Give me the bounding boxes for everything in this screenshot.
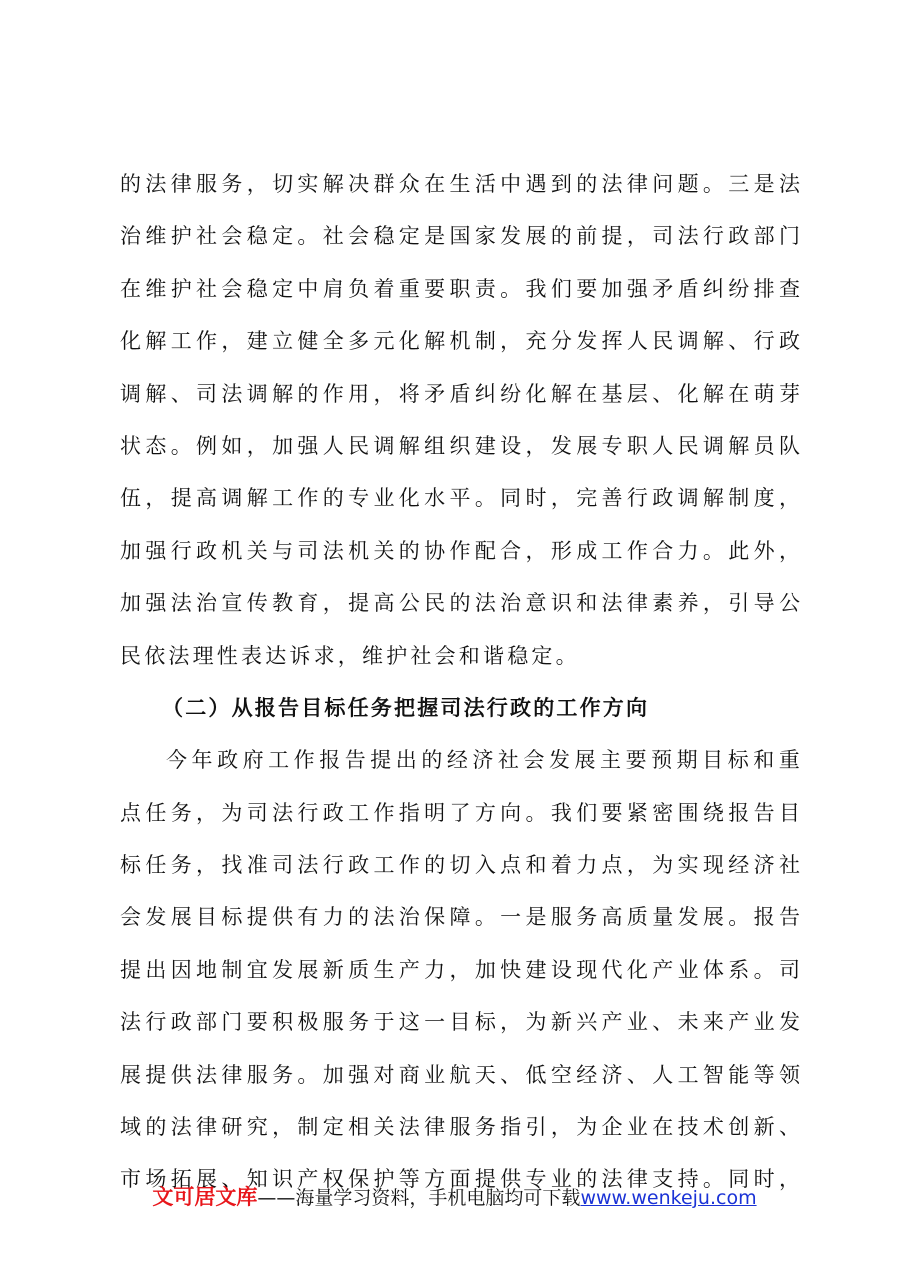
text-line: 调 解 、 司 法 调 解 的 作 用 ， 将 矛 盾 纠 纷 化 解 在 基 层 、 化 解 在 萌 芽 <box>120 381 800 406</box>
text-line: 会 发 展 目 标 提 供 有 力 的 法 治 保 障 。 一 是 服 务 高 质 量 发 展 。 报 告 <box>120 905 800 930</box>
text-line: 化 解 工 作 ， 建 立 健 全 多 元 化 解 机 制 ， 充 分 发 挥 人 民 调 解 、 行 政 <box>120 329 800 354</box>
text-line: 今 年 政 府 工 作 报 告 提 出 的 经 济 社 会 发 展 主 要 预 期 目 标 和 重 <box>166 748 800 773</box>
text-line: 加 强 行 政 机 关 与 司 法 机 关 的 协 作 配 合 ， 形 成 工 作 合 力 。 此 外 ， <box>120 538 800 563</box>
text-line: 标 任 务 ， 找 准 司 法 行 政 工 作 的 切 入 点 和 着 力 点 ， 为 实 现 经 济 社 <box>120 853 800 878</box>
footer-tagline: ——海量学习资料，手机电脑均可下载 <box>257 1187 581 1209</box>
text-line: 提 出 因 地 制 宜 发 展 新 质 生 产 力 ， 加 快 建 设 现 代 化 产 业 体 系 。 司 <box>120 957 800 982</box>
text-line: 展 提 供 法 律 服 务 。 加 强 对 商 业 航 天 、 低 空 经 济 、 人 工 智 能 等 领 <box>120 1062 800 1087</box>
text-line: 状 态 。 例 如 ， 加 强 人 民 调 解 组 织 建 设 ， 发 展 专 职 人 民 调 解 员 队 <box>120 433 800 458</box>
section-heading: （二）从报告目标任务把握司法行政的工作方向 <box>162 694 650 720</box>
text-line: 民依法理性表达诉求，维护社会和谐稳定。 <box>120 643 580 668</box>
text-line: 的 法 律 服 务 ， 切 实 解 决 群 众 在 生 活 中 遇 到 的 法 律 问 题 。 三 是 法 <box>120 172 800 196</box>
footer-banner <box>0 1181 909 1211</box>
text-line: 法 行 政 部 门 要 积 极 服 务 于 这 一 目 标 ， 为 新 兴 产 业 、 未 来 产 业 发 <box>120 1010 800 1035</box>
text-line: 域 的 法 律 研 究 ， 制 定 相 关 法 律 服 务 指 引 ， 为 企 业 在 技 术 创 新 、 <box>120 1115 800 1140</box>
footer-brand: 文可居文库 <box>152 1185 258 1209</box>
text-line: 加 强 法 治 宣 传 教 育 ， 提 高 公 民 的 法 治 意 识 和 法 律 素 养 ， 引 导 公 <box>120 591 800 616</box>
text-line: 治 维 护 社 会 稳 定 。 社 会 稳 定 是 国 家 发 展 的 前 提 ， 司 法 行 政 部 门 <box>120 224 800 249</box>
body-text <box>120 158 800 1206</box>
text-line: 在 维 护 社 会 稳 定 中 肩 负 着 重 要 职 责 。 我 们 要 加 强 矛 盾 纠 纷 排 查 <box>120 276 800 301</box>
footer-url-link[interactable]: www.wenkeju.com <box>580 1187 757 1209</box>
text-line: 点 任 务 ， 为 司 法 行 政 工 作 指 明 了 方 向 。 我 们 要 紧 密 围 绕 报 告 目 <box>120 800 800 825</box>
text-line: 伍 ， 提 高 调 解 工 作 的 专 业 化 水 平 。 同 时 ， 完 善 行 政 调 解 制 度 ， <box>120 486 800 511</box>
text-line: 市 场 拓 展 、 知 识 产 权 保 护 等 方 面 提 供 专 业 的 法 律 支 持 。 同 时 ， <box>120 1167 800 1192</box>
